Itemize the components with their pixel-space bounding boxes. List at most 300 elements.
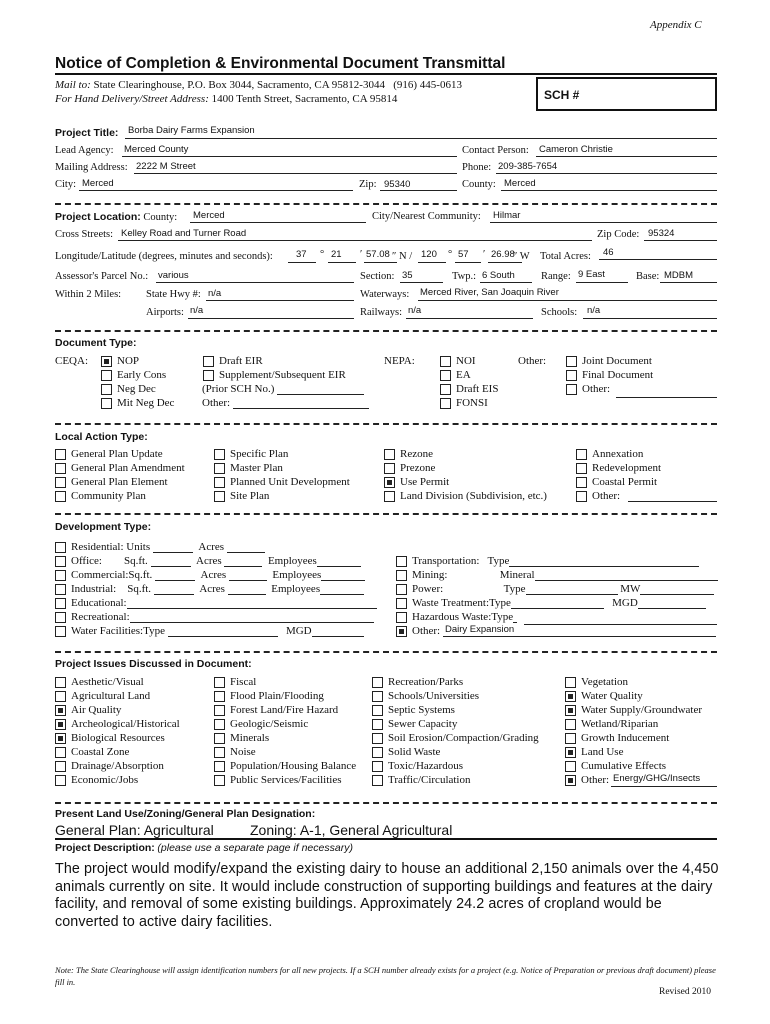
final-document-checkbox[interactable]: [566, 370, 577, 381]
site-plan-checkbox[interactable]: [214, 491, 225, 502]
hwy-label: State Hwy #:: [146, 289, 201, 300]
land-division-subdivision-etc-checkbox[interactable]: [384, 491, 395, 502]
air-quality-label: Air Quality: [71, 704, 122, 716]
water-supply-groundwater-label: Water Supply/Groundwater: [581, 704, 702, 716]
option-growth-inducement[interactable]: [565, 731, 702, 745]
traffic-circulation-label: Traffic/Circulation: [388, 774, 471, 786]
lon-sec-value: 26.98: [491, 249, 515, 260]
section-divider: [55, 203, 717, 205]
other-checkbox[interactable]: [576, 491, 587, 502]
option-agricultural-land[interactable]: [55, 689, 180, 703]
railways-label: Railways:: [360, 307, 402, 318]
option-neg-dec[interactable]: [101, 382, 174, 396]
apn-value: various: [158, 270, 189, 281]
toxic-hazardous-checkbox[interactable]: [372, 761, 383, 772]
other-doc-field[interactable]: [616, 397, 717, 398]
option-nop[interactable]: [101, 354, 174, 368]
vegetation-checkbox[interactable]: [565, 677, 576, 688]
option-septic-systems[interactable]: [372, 703, 539, 717]
option-aesthetic-visual[interactable]: [55, 675, 180, 689]
public-services-facilities-checkbox[interactable]: [214, 775, 225, 786]
draft-eis-checkbox[interactable]: [440, 384, 451, 395]
nop-checkbox[interactable]: [101, 356, 112, 367]
project-title-label: Project Title:: [55, 127, 119, 139]
option-land-division-subdivision-etc[interactable]: [384, 489, 547, 503]
agricultural-land-label: Agricultural Land: [71, 690, 151, 702]
land-division-subdivision-etc-label: Land Division (Subdivision, etc.): [400, 490, 547, 502]
option-biological-resources[interactable]: [55, 731, 180, 745]
landuse-rule: [55, 838, 717, 840]
community-field[interactable]: [490, 222, 717, 223]
lat-min-field[interactable]: [328, 262, 356, 263]
ceqa-options: [101, 354, 174, 410]
option-toxic-hazardous[interactable]: [372, 759, 539, 773]
other-doc-label: Other:: [518, 355, 547, 367]
project-title-value: Borba Dairy Farms Expansion: [128, 125, 255, 136]
option-annexation[interactable]: [576, 447, 661, 461]
early-cons-label: Early Cons: [117, 369, 167, 381]
base-label: Base:: [636, 271, 660, 282]
zip-field[interactable]: [380, 190, 457, 191]
draft-eis-label: Draft EIS: [456, 383, 499, 395]
zip-label: Zip:: [359, 179, 377, 190]
community-label: City/Nearest Community:: [372, 211, 481, 222]
use-permit-checkbox[interactable]: [384, 477, 395, 488]
neg-dec-checkbox[interactable]: [101, 384, 112, 395]
lat-min-value: 21: [331, 249, 342, 260]
lon-deg-value: 120: [421, 249, 437, 260]
mining-checkbox[interactable]: [396, 570, 407, 581]
issues-col2: [214, 675, 356, 787]
section-value: 35: [402, 270, 413, 281]
option-other[interactable]: [566, 382, 653, 396]
hazardous-waste-field[interactable]: [524, 624, 717, 625]
local-action-col2: [214, 447, 350, 503]
option-drainage-absorption[interactable]: [55, 759, 180, 773]
degree-symbol-2: °: [448, 249, 453, 260]
option-geologic-seismic[interactable]: [214, 717, 356, 731]
mailing-address-field[interactable]: [134, 173, 457, 174]
cross-streets-label: Cross Streets:: [55, 229, 114, 240]
general-plan-element-checkbox[interactable]: [55, 477, 66, 488]
ceqa-other-field[interactable]: [233, 398, 369, 409]
option-coastal-permit[interactable]: [576, 475, 661, 489]
option-general-plan-amendment[interactable]: [55, 461, 185, 475]
mailing-address-label: Mailing Address:: [55, 162, 128, 173]
title-rule: [55, 73, 717, 75]
coastal-zone-label: Coastal Zone: [71, 746, 130, 758]
option-water-quality[interactable]: [565, 689, 702, 703]
septic-systems-label: Septic Systems: [388, 704, 455, 716]
other-doc-options: [566, 354, 653, 396]
lon-deg-field[interactable]: [418, 262, 446, 263]
option-rezone[interactable]: [384, 447, 547, 461]
supplement-subsequent-eir-checkbox[interactable]: [203, 370, 214, 381]
community-plan-label: Community Plan: [71, 490, 146, 502]
ceqa-label: CEQA:: [55, 355, 88, 367]
project-location-row: [55, 211, 177, 223]
township-field[interactable]: [480, 282, 532, 283]
water-supply-groundwater-checkbox[interactable]: [565, 705, 576, 716]
zip-value: 95340: [384, 179, 411, 190]
residential-checkbox[interactable]: [55, 542, 66, 553]
zoning-value: Zoning: A-1, General Agricultural: [250, 822, 453, 838]
total-acres-field[interactable]: [599, 259, 717, 260]
option-mit-neg-dec[interactable]: [101, 396, 174, 410]
degree-symbol: °: [320, 249, 325, 260]
apn-field[interactable]: [156, 282, 354, 283]
nepa-options: [440, 354, 498, 410]
cross-streets-field[interactable]: [118, 240, 592, 241]
option-fiscal[interactable]: [214, 675, 356, 689]
redevelopment-checkbox[interactable]: [576, 463, 587, 474]
sch-box[interactable]: [536, 77, 717, 111]
hazardous-waste-checkbox[interactable]: [396, 612, 407, 623]
mail-to-line: Mail to: State Clearinghouse, P.O. Box 3044, Sacramento, CA 95812-3044 (916) 445-0613: [55, 79, 462, 91]
option-sewer-capacity[interactable]: [372, 717, 539, 731]
draft-eir-checkbox[interactable]: [203, 356, 214, 367]
waterways-value: Merced River, San Joaquin River: [420, 287, 559, 298]
option-vegetation[interactable]: [565, 675, 702, 689]
landuse-heading: Present Land Use/Zoning/General Plan Designation:: [55, 808, 316, 820]
aesthetic-visual-checkbox[interactable]: [55, 677, 66, 688]
prior-sch-field[interactable]: [277, 384, 364, 395]
waterways-field[interactable]: [418, 300, 717, 301]
annexation-label: Annexation: [592, 448, 644, 460]
economic-jobs-label: Economic/Jobs: [71, 774, 139, 786]
specific-plan-checkbox[interactable]: [214, 449, 225, 460]
section-label: Section:: [360, 271, 395, 282]
phone-value: 209-385-7654: [498, 161, 558, 172]
local-action-other-field[interactable]: [628, 501, 717, 502]
cumulative-effects-label: Cumulative Effects: [581, 760, 667, 772]
coastal-permit-checkbox[interactable]: [576, 477, 587, 488]
community-value: Hilmar: [493, 210, 521, 221]
nepa-label: NEPA:: [384, 355, 415, 367]
transportation-checkbox[interactable]: [396, 556, 407, 567]
schools-value: n/a: [587, 305, 601, 316]
lon-min-value: 57: [458, 249, 469, 260]
option-solid-waste[interactable]: [372, 745, 539, 759]
educational-checkbox[interactable]: [55, 598, 66, 609]
traffic-circulation-checkbox[interactable]: [372, 775, 383, 786]
coastal-zone-checkbox[interactable]: [55, 747, 66, 758]
commercial-checkbox[interactable]: [55, 570, 66, 581]
lat-sec-value: 57.08: [366, 249, 390, 260]
noise-label: Noise: [230, 746, 256, 758]
county-field[interactable]: [501, 190, 717, 191]
option-planned-unit-development[interactable]: [214, 475, 350, 489]
sch-label: SCH #: [544, 88, 580, 102]
railways-field[interactable]: [406, 318, 533, 319]
biological-resources-label: Biological Resources: [71, 732, 165, 744]
option-land-use[interactable]: [565, 745, 702, 759]
option-cumulative-effects[interactable]: [565, 759, 702, 773]
waterways-label: Waterways:: [360, 289, 410, 300]
option-specific-plan[interactable]: [214, 447, 350, 461]
option-air-quality[interactable]: [55, 703, 180, 717]
option-forest-land-fire-hazard[interactable]: [214, 703, 356, 717]
drainage-absorption-checkbox[interactable]: [55, 761, 66, 772]
minute-symbol: ′: [360, 249, 363, 260]
noi-label: NOI: [456, 355, 476, 367]
schools-label: Schools:: [541, 307, 578, 318]
hwy-value: n/a: [208, 288, 222, 299]
septic-systems-checkbox[interactable]: [372, 705, 383, 716]
flood-plain-flooding-checkbox[interactable]: [214, 691, 225, 702]
growth-inducement-label: Growth Inducement: [581, 732, 670, 744]
biological-resources-checkbox[interactable]: [55, 733, 66, 744]
community-plan-checkbox[interactable]: [55, 491, 66, 502]
lead-agency-label: Lead Agency:: [55, 145, 114, 156]
master-plan-checkbox[interactable]: [214, 463, 225, 474]
sewer-capacity-checkbox[interactable]: [372, 719, 383, 730]
airports-field[interactable]: [188, 318, 354, 319]
forest-land-fire-hazard-checkbox[interactable]: [214, 705, 225, 716]
public-services-facilities-label: Public Services/Facilities: [230, 774, 342, 786]
location-county-value: Merced: [193, 210, 225, 221]
option-schools-universities[interactable]: [372, 689, 539, 703]
option-flood-plain-flooding[interactable]: [214, 689, 356, 703]
contact-person-value: Cameron Christie: [539, 144, 613, 155]
lead-agency-value: Merced County: [124, 144, 189, 155]
draft-eir-label: Draft EIR: [219, 355, 263, 367]
soil-erosion-compaction-grading-checkbox[interactable]: [372, 733, 383, 744]
total-acres-label: Total Acres:: [540, 251, 591, 262]
option-noi[interactable]: [440, 354, 498, 368]
option-fonsi[interactable]: [440, 396, 498, 410]
option-joint-document[interactable]: [566, 354, 653, 368]
general-plan-element-label: General Plan Element: [71, 476, 168, 488]
township-label: Twp.:: [452, 271, 477, 282]
local-action-col1: [55, 447, 185, 503]
waste-treatment-checkbox[interactable]: [396, 598, 407, 609]
lon-min-field[interactable]: [455, 262, 481, 263]
west-label: ″ W: [513, 251, 530, 262]
redevelopment-label: Redevelopment: [592, 462, 662, 474]
option-traffic-circulation[interactable]: [372, 773, 539, 787]
option-recreation-parks[interactable]: [372, 675, 539, 689]
other-checkbox[interactable]: [566, 384, 577, 395]
city-label: City:: [55, 179, 77, 190]
mailing-address-value: 2222 M Street: [136, 161, 196, 172]
section-divider: [55, 651, 717, 653]
option-population-housing-balance[interactable]: [214, 759, 356, 773]
option-soil-erosion-compaction-grading[interactable]: [372, 731, 539, 745]
solid-waste-checkbox[interactable]: [372, 747, 383, 758]
issues-other-field[interactable]: [611, 786, 717, 787]
city-field[interactable]: [79, 190, 353, 191]
archeological-historical-checkbox[interactable]: [55, 719, 66, 730]
other-development-checkbox[interactable]: [396, 626, 407, 637]
noi-checkbox[interactable]: [440, 356, 451, 367]
option-ea[interactable]: [440, 368, 498, 382]
option-use-permit[interactable]: [384, 475, 547, 489]
cross-streets-value: Kelley Road and Turner Road: [121, 228, 247, 239]
option-public-services-facilities[interactable]: [214, 773, 356, 787]
option-final-document[interactable]: [566, 368, 653, 382]
option-community-plan[interactable]: [55, 489, 185, 503]
minerals-checkbox[interactable]: [214, 733, 225, 744]
recreational-checkbox[interactable]: [55, 612, 66, 623]
industrial-checkbox[interactable]: [55, 584, 66, 595]
early-cons-checkbox[interactable]: [101, 370, 112, 381]
ceqa-other-row: Other:: [202, 397, 369, 409]
footer-note: Note: The State Clearinghouse will assign identification numbers for all new projects. If a SCH number already exists for a project (e.g. Notice of Preparation or previous draft document) please fill in.: [55, 965, 716, 987]
fiscal-checkbox[interactable]: [214, 677, 225, 688]
option-water-supply-groundwater[interactable]: [565, 703, 702, 717]
contact-person-field[interactable]: [536, 156, 717, 157]
option-early-cons[interactable]: [101, 368, 174, 382]
rezone-label: Rezone: [400, 448, 433, 460]
airports-label: Airports:: [146, 307, 184, 318]
water-quality-checkbox[interactable]: [565, 691, 576, 702]
other-label: Other:: [581, 774, 610, 786]
mit-neg-dec-checkbox[interactable]: [101, 398, 112, 409]
geologic-seismic-label: Geologic/Seismic: [230, 718, 309, 730]
solid-waste-label: Solid Waste: [388, 746, 441, 758]
location-county-field[interactable]: [190, 222, 366, 223]
schools-field[interactable]: [583, 318, 717, 319]
prezone-label: Prezone: [400, 462, 436, 474]
option-coastal-zone[interactable]: [55, 745, 180, 759]
planned-unit-development-checkbox[interactable]: [214, 477, 225, 488]
description-heading: Project Description:: [55, 842, 155, 854]
soil-erosion-compaction-grading-label: Soil Erosion/Compaction/Grading: [388, 732, 539, 744]
annexation-checkbox[interactable]: [576, 449, 587, 460]
option-wetland-riparian[interactable]: [565, 717, 702, 731]
railways-value: n/a: [408, 305, 422, 316]
agricultural-land-checkbox[interactable]: [55, 691, 66, 702]
general-plan-value: General Plan: Agricultural: [55, 822, 214, 838]
fonsi-checkbox[interactable]: [440, 398, 451, 409]
wetland-riparian-checkbox[interactable]: [565, 719, 576, 730]
schools-universities-label: Schools/Universities: [388, 690, 480, 702]
lat-deg-field[interactable]: [288, 262, 316, 263]
option-minerals[interactable]: [214, 731, 356, 745]
option-noise[interactable]: [214, 745, 356, 759]
joint-document-checkbox[interactable]: [566, 356, 577, 367]
other-development-value: Dairy Expansion: [445, 624, 515, 635]
cumulative-effects-checkbox[interactable]: [565, 761, 576, 772]
use-permit-label: Use Permit: [400, 476, 450, 488]
toxic-hazardous-label: Toxic/Hazardous: [388, 760, 463, 772]
option-draft-eis[interactable]: [440, 382, 498, 396]
issues-other-value: Energy/GHG/Insects: [613, 773, 701, 784]
mit-neg-dec-label: Mit Neg Dec: [117, 397, 175, 409]
description-note: (please use a separate page if necessary): [157, 842, 353, 854]
flood-plain-flooding-label: Flood Plain/Flooding: [230, 690, 324, 702]
population-housing-balance-label: Population/Housing Balance: [230, 760, 357, 772]
schools-universities-checkbox[interactable]: [372, 691, 383, 702]
general-plan-update-label: General Plan Update: [71, 448, 163, 460]
lon-sec-field[interactable]: [488, 262, 522, 263]
fiscal-label: Fiscal: [230, 676, 257, 688]
lat-deg-value: 37: [296, 249, 307, 260]
planned-unit-development-label: Planned Unit Development: [230, 476, 350, 488]
general-plan-amendment-checkbox[interactable]: [55, 463, 66, 474]
development-right: Transportation: Type Mining: Mineral Power: Type MW Waste Treatment:Type MGD Hazardous Waste:Type Other:: [396, 554, 718, 638]
county-value: Merced: [504, 178, 536, 189]
forest-land-fire-hazard-label: Forest Land/Fire Hazard: [230, 704, 339, 716]
air-quality-checkbox[interactable]: [55, 705, 66, 716]
ea-checkbox[interactable]: [440, 370, 451, 381]
option-general-plan-update[interactable]: [55, 447, 185, 461]
minerals-label: Minerals: [230, 732, 270, 744]
coastal-permit-label: Coastal Permit: [592, 476, 658, 488]
option-general-plan-element[interactable]: [55, 475, 185, 489]
section-field[interactable]: [400, 282, 443, 283]
local-action-col4: [576, 447, 661, 503]
master-plan-label: Master Plan: [230, 462, 283, 474]
document-type-heading: Document Type:: [55, 337, 137, 349]
fonsi-label: FONSI: [456, 397, 488, 409]
base-field[interactable]: [660, 282, 717, 283]
land-use-checkbox[interactable]: [565, 747, 576, 758]
general-plan-update-checkbox[interactable]: [55, 449, 66, 460]
contact-person-label: Contact Person:: [462, 145, 529, 156]
option-master-plan[interactable]: [214, 461, 350, 475]
lat-sec-field[interactable]: [364, 262, 397, 263]
noise-checkbox[interactable]: [214, 747, 225, 758]
option-prezone[interactable]: [384, 461, 547, 475]
hwy-field[interactable]: [206, 300, 354, 301]
ea-label: EA: [456, 369, 471, 381]
option-draft-eir[interactable]: [203, 354, 346, 368]
growth-inducement-checkbox[interactable]: [565, 733, 576, 744]
north-label: ″ N /: [392, 251, 413, 262]
issues-heading: Project Issues Discussed in Document:: [55, 658, 252, 670]
recreation-parks-label: Recreation/Parks: [388, 676, 464, 688]
power-checkbox[interactable]: [396, 584, 407, 595]
other-label: Other:: [592, 490, 621, 502]
form-title: Notice of Completion & Environmental Document Transmittal: [55, 55, 506, 72]
project-description-text: The project would modify/expand the existing dairy to house an additional 2,150 animals over the 4,450 animals currently on site. It would include construction of supporting buildings and features at the dairy facility, and removal of some existing buildings. Approximately 24.2 acres of cropland would be converted to active dairy facilities.: [55, 861, 719, 930]
site-plan-label: Site Plan: [230, 490, 270, 502]
option-redevelopment[interactable]: [576, 461, 661, 475]
section-divider: [55, 423, 717, 425]
zip-code-field[interactable]: [644, 240, 717, 241]
rezone-checkbox[interactable]: [384, 449, 395, 460]
range-field[interactable]: [576, 282, 628, 283]
location-county-label: County:: [143, 212, 178, 223]
other-checkbox[interactable]: [565, 775, 576, 786]
option-site-plan[interactable]: [214, 489, 350, 503]
project-title-field[interactable]: [125, 138, 717, 139]
recreation-parks-checkbox[interactable]: [372, 677, 383, 688]
geologic-seismic-checkbox[interactable]: [214, 719, 225, 730]
airports-value: n/a: [190, 305, 204, 316]
option-archeological-historical[interactable]: [55, 717, 180, 731]
prezone-checkbox[interactable]: [384, 463, 395, 474]
lead-agency-field[interactable]: [122, 156, 457, 157]
option-economic-jobs[interactable]: [55, 773, 180, 787]
land-use-label: Land Use: [581, 746, 624, 758]
water-facilities-checkbox[interactable]: [55, 626, 66, 637]
issues-col3: [372, 675, 539, 787]
office-checkbox[interactable]: [55, 556, 66, 567]
township-value: 6 South: [482, 270, 515, 281]
economic-jobs-checkbox[interactable]: [55, 775, 66, 786]
option-supplement-subsequent-eir[interactable]: [203, 368, 346, 382]
total-acres-value: 46: [603, 247, 614, 258]
phone-field[interactable]: [496, 173, 717, 174]
city-value: Merced: [82, 178, 114, 189]
general-plan-amendment-label: General Plan Amendment: [71, 462, 185, 474]
archeological-historical-label: Archeological/Historical: [71, 718, 180, 730]
population-housing-balance-checkbox[interactable]: [214, 761, 225, 772]
specific-plan-label: Specific Plan: [230, 448, 289, 460]
